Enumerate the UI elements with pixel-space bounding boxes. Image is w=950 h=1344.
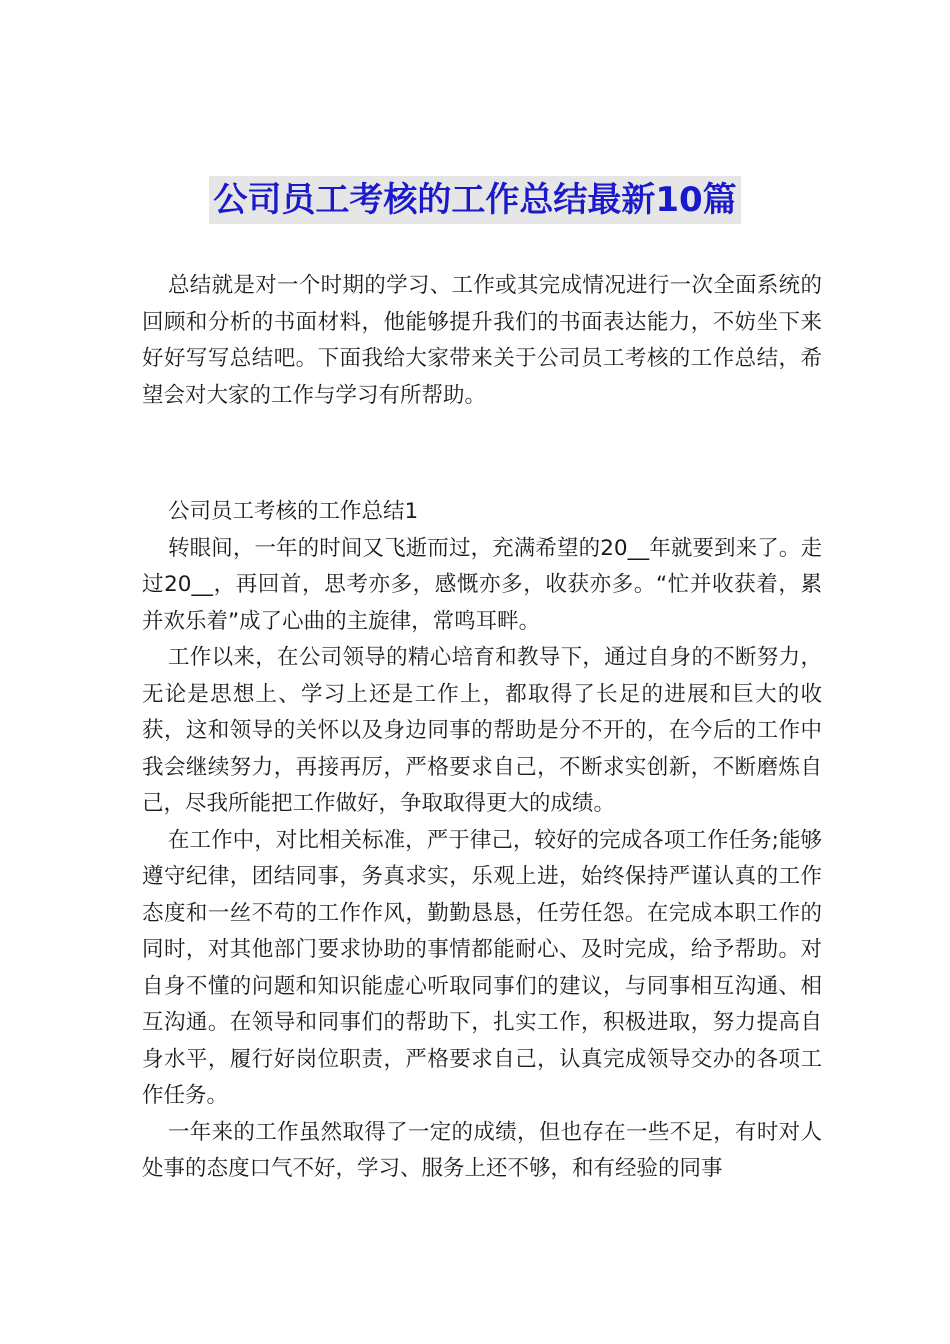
document-title: 公司员工考核的工作总结最新10篇 [209, 176, 740, 224]
body-paragraph: 工作以来，在公司领导的精心培育和教导下，通过自身的不断努力，无论是思想上、学习上还是工作上，都取得了长足的进展和巨大的收获，这和领导的关怀以及身边同事的帮助是分不开的，在今后的工作中我会继续努力，再接再厉，严格要求自己，不断求实创新，不断磨炼自己，尽我所能把工作做好，争取取得更大的成绩。 [142, 645, 822, 816]
section-heading: 公司员工考核的工作总结1 [168, 499, 419, 524]
body-paragraph: 转眼间，一年的时间又飞逝而过，充满希望的20__年就要到来了。走过20__，再回首，思考亦多，感慨亦多，收获亦多。“忙并收获着，累并欢乐着”成了心曲的主旋律，常鸣耳畔。 [142, 535, 822, 634]
intro-paragraph: 总结就是对一个时期的学习、工作或其完成情况进行一次全面系统的回顾和分析的书面材料，他能够提升我们的书面表达能力，不妨坐下来好好写写总结吧。下面我给大家带来关于公司员工考核的工作总结，希望会对大家的工作与学习有所帮助。 [142, 273, 822, 408]
body-paragraph: 一年来的工作虽然取得了一定的成绩，但也存在一些不足，有时对人处事的态度口气不好，学习、服务上还不够，和有经验的同事 [142, 1119, 822, 1181]
title-container [0, 176, 950, 224]
document-body [142, 268, 822, 1188]
spacer [142, 414, 822, 494]
body-paragraph: 在工作中，对比相关标准，严于律己，较好的完成各项工作任务;能够遵守纪律，团结同事，务真求实，乐观上进，始终保持严谨认真的工作态度和一丝不苟的工作作风，勤勤恳恳，任劳任怨。在完成本职工作的同时，对其他部门要求协助的事情都能耐心、及时完成，给予帮助。对自身不懂的问题和知识能虚心听取同事们的建议，与同事相互沟通、相互沟通。在领导和同事们的帮助下，扎实工作，积极进取，努力提高自身水平，履行好岗位职责，严格要求自己，认真完成领导交办的各项工作任务。 [142, 827, 822, 1108]
